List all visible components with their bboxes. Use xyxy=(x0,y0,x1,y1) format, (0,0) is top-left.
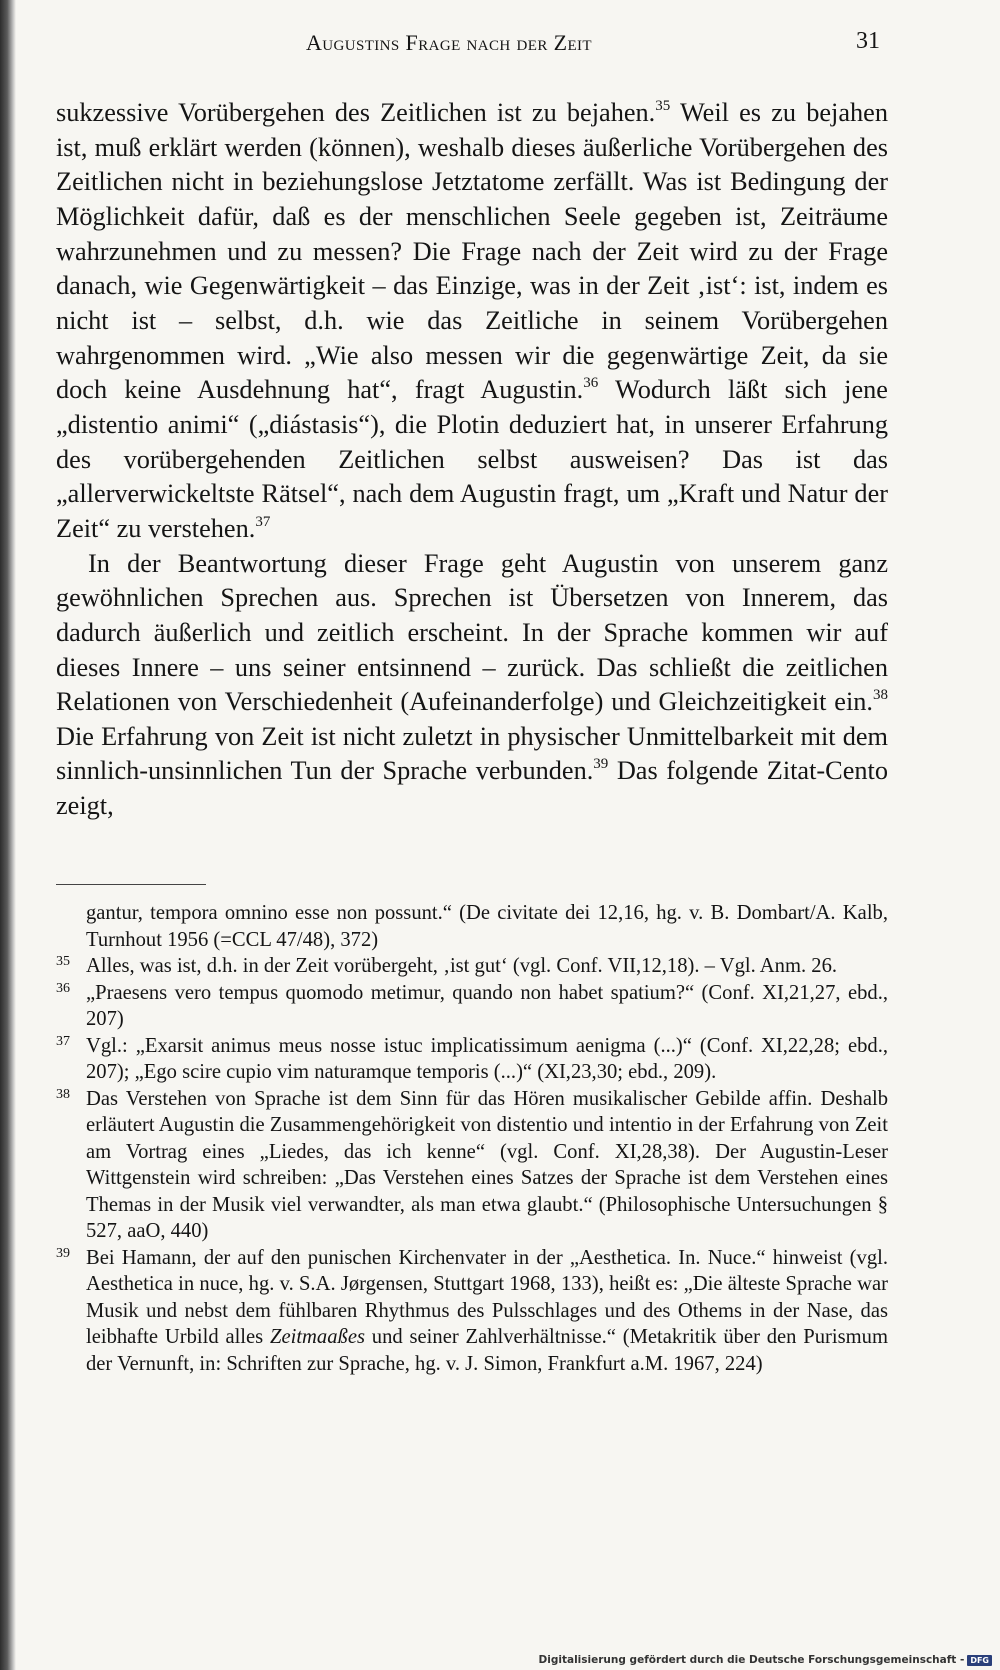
footnote-number: 39 xyxy=(56,1245,70,1261)
footnote-37 xyxy=(56,1033,888,1086)
paragraph-2 xyxy=(56,547,888,824)
footnote-text: Das Verstehen von Sprache ist dem Sinn für das Hören musikalischer Gebilde affin. Deshalb erläutert Augustin die Zusammengehörigkeit von distentio und intentio in der Erfahrung von Zeit am Vortrag eines „Liedes, das ich kenne“ (vgl. Conf. XI,28,38). Der Augustin-Leser Wittgenstein wird schreiben: „Das Verstehen eines Satzes der Sprache ist dem Verstehen eines Themas in der Musik viel verwandter, als man etwa glaubt.“ (Philosophische Untersuchungen § 527, aaO, 440) xyxy=(86,1087,888,1242)
running-head xyxy=(56,26,880,62)
main-text xyxy=(56,96,888,824)
footnote-text: Alles, was ist, d.h. in der Zeit vorübergeht, ‚ist gut‘ (vgl. Conf. VII,12,18). – Vgl. Anm. 26. xyxy=(86,955,838,977)
footnote-text: „Praesens vero tempus quomodo metimur, quando non habet spatium?“ (Conf. XI,21,27, ebd., 207) xyxy=(86,981,888,1030)
footnote-35 xyxy=(56,953,888,980)
footnote-text-part-b: und seiner Zahlverhältnisse.“ (Metakritik über den Purismum der Vernunft, in: Schriften zur Sprache, hg. v. J. Simon, Frankfurt a.M. 1967, 224) xyxy=(86,1326,888,1375)
footnote-ref-37: 37 xyxy=(255,513,271,530)
paragraph-1-part-b: Weil es zu bejahen ist, muß erklärt werden (können), weshalb dieses äußerliche Vorübergehen des Zeitlichen nicht in beziehungslose Jetztatome zerfällt. Was ist Bedingung der Möglichkeit dafür, daß es der menschlichen Seele gegeben ist, Zeiträume wahrzunehmen und zu messen? Die Frage nach der Zeit wird zu der Frage danach, wie Gegenwärtigkeit – das Einzige, was in der Zeit ‚ist‘: ist, indem es nicht ist – selbst, d.h. wie das Zeitliche in seinem Vorübergehen wahrgenommen wird. „Wie also messen wir die gegenwärtige Zeit, da sie doch keine Ausdehnung hat“, fragt Augustin. xyxy=(56,98,888,405)
footnote-ref-35: 35 xyxy=(655,98,671,114)
paragraph-2-part-b: Die Erfahrung von Zeit ist nicht zuletzt in physischer Unmittelbarkeit mit dem sinnlich-unsinnlichen Tun der Sprache verbunden. xyxy=(56,721,888,786)
footnote-separator xyxy=(56,884,206,885)
footnote-36 xyxy=(56,980,888,1033)
footnote-continued-text: gantur, tempora omnino esse non possunt.“ (De civitate dei 12,16, hg. v. B. Dombart/A. Kalb, Turnhout 1956 (=CCL 47/48), 372) xyxy=(86,902,888,951)
book-spine-shadow xyxy=(0,0,16,1670)
footnote-number: 36 xyxy=(56,980,70,996)
dfg-logo-icon: DFG xyxy=(967,1655,992,1666)
footnote-number: 37 xyxy=(56,1033,70,1049)
running-head-title: Augustins Frage nach der Zeit xyxy=(306,30,592,55)
footnote-38 xyxy=(56,1086,888,1245)
footnote-continued xyxy=(56,900,888,953)
footnote-ref-39: 39 xyxy=(593,756,609,773)
page-number: 31 xyxy=(856,28,880,54)
digitization-credit xyxy=(539,1654,992,1666)
paragraph-1-part-c: Wodurch läßt sich jene „distentio animi“ („diástasis“), die Plotin deduziert hat, in unserer Erfahrung des vorübergehenden Zeitlichen selbst ausweisen? Das ist das „allerverwickeltste Rätsel“, nach dem Augustin fragt, um „Kraft und Natur der Zeit“ zu verstehen. xyxy=(56,375,888,543)
footnote-number: 38 xyxy=(56,1086,70,1102)
digitization-note: Digitalisierung gefördert durch die Deutsche Forschungsgemeinschaft - xyxy=(538,1654,965,1666)
paragraph-1 xyxy=(56,96,888,547)
paragraph-1-part-a: sukzessive Vorübergehen des Zeitlichen ist zu bejahen. xyxy=(56,98,656,127)
footnote-text-part-a: Bei Hamann, der auf den punischen Kirchenvater in der „Aesthetica. In. Nuce.“ hinweist (vgl. Aesthetica in nuce, hg. v. S.A. Jørgensen, Stuttgart 1968, 133), heißt es: „Die älteste Sprache war Musik und nebst dem fühlbaren Rhythmus des Pulsschlages und des Othems in der Nase, das leibhafte Urbild alles xyxy=(86,1246,888,1348)
paragraph-2-part-c: Das folgende Zitat-Cento zeigt, xyxy=(56,756,888,821)
footnote-number: 35 xyxy=(56,954,70,969)
footnote-emphasis: Zeitmaaßes xyxy=(270,1326,365,1348)
footnote-ref-38: 38 xyxy=(873,687,888,704)
footnote-ref-36: 36 xyxy=(583,375,599,392)
footnote-39 xyxy=(56,1245,888,1378)
footnotes xyxy=(56,900,888,1377)
footnote-text: Vgl.: „Exarsit animus meus nosse istuc implicatissimum aenigma (...)“ (Conf. XI,22,28; ebd., 207); „Ego scire cupio vim naturamque temporis (...)“ (XI,23,30; ebd., 209). xyxy=(86,1034,888,1083)
paragraph-2-part-a: In der Beantwortung dieser Frage geht Augustin von unserem ganz gewöhnlichen Sprechen aus. Sprechen ist Übersetzen von Innerem, das dadurch äußerlich und zeitlich erscheint. In der Sprache kommen wir auf dieses Innere – uns seiner entsinnend – zurück. Das schließt die zeitlichen Relationen von Verschiedenheit (Aufeinanderfolge) und Gleichzeitigkeit ein. xyxy=(56,548,888,717)
